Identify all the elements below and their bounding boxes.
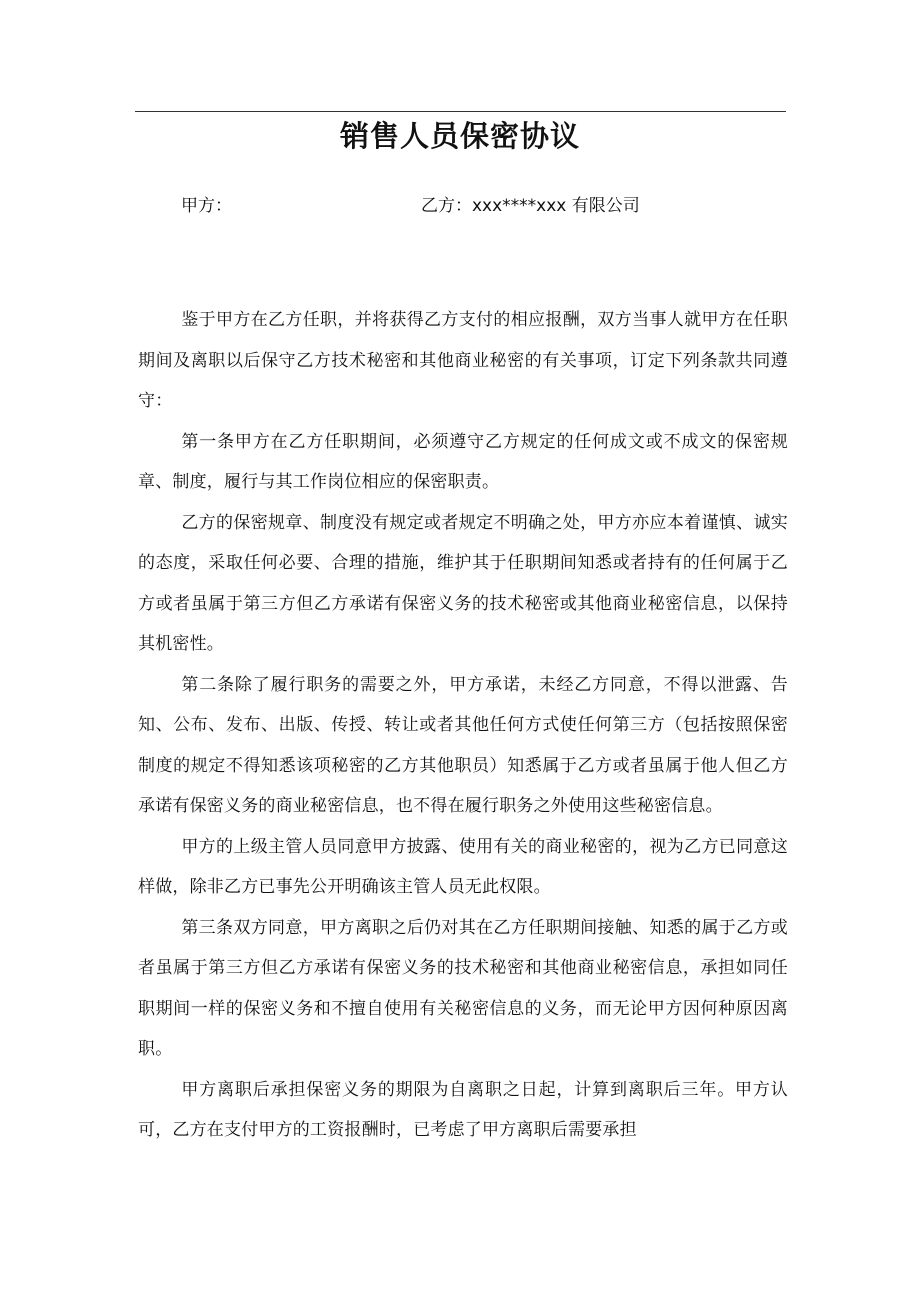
paragraph-article-1: 第一条甲方在乙方任职期间，必须遵守乙方规定的任何成文或不成文的保密规章、制度，履行与其工作岗位相应的保密职责。 <box>138 431 788 492</box>
document-title: 销售人员保密协议 <box>339 119 580 153</box>
paragraph-article-1-supplement: 乙方的保密规章、制度没有规定或者规定不明确之处，甲方亦应本着谨慎、诚实的态度，采取任何必要、合理的措施，维护其于任职期间知悉或者持有的任何属于乙方或者虽属于第三方但乙方承诺有保密义务的技术秘密或其他商业秘密信息，以保持其机密性。 <box>138 512 788 654</box>
paragraph-article-2-supplement: 甲方的上级主管人员同意甲方披露、使用有关的商业秘密的，视为乙方已同意这样做，除非乙方已事先公开明确该主管人员无此权限。 <box>138 836 788 897</box>
party-b-label: 乙方：xxx****xxx 有限公司 <box>421 196 640 216</box>
paragraph-preamble: 鉴于甲方在乙方任职，并将获得乙方支付的相应报酬，双方当事人就甲方在任职期间及离职以后保守乙方技术秘密和其他商业秘密的有关事项，订定下列条款共同遵守： <box>138 310 788 411</box>
paragraph-article-3-supplement: 甲方离职后承担保密义务的期限为自离职之日起，计算到离职后三年。甲方认可，乙方在支付甲方的工资报酬时，已考虑了甲方离职后需要承担 <box>138 1079 788 1140</box>
paragraph-article-3: 第三条双方同意，甲方离职之后仍对其在乙方任职期间接触、知悉的属于乙方或者虽属于第三方但乙方承诺有保密义务的技术秘密和其他商业秘密信息，承担如同任职期间一样的保密义务和不擅自使用有关秘密信息的义务，而无论甲方因何种原因离职。 <box>138 917 788 1059</box>
paragraph-article-2: 第二条除了履行职务的需要之外，甲方承诺，未经乙方同意，不得以泄露、告知、公布、发布、出版、传授、转让或者其他任何方式使任何第三方（包括按照保密制度的规定不得知悉该项秘密的乙方其他职员）知悉属于乙方或者虽属于他人但乙方承诺有保密义务的商业秘密信息，也不得在履行职务之外使用这些秘密信息。 <box>138 674 788 816</box>
party-a-label: 甲方： <box>181 196 232 216</box>
header-rule <box>135 111 786 112</box>
parties-line <box>0 192 920 220</box>
agreement-body <box>138 300 788 1151</box>
